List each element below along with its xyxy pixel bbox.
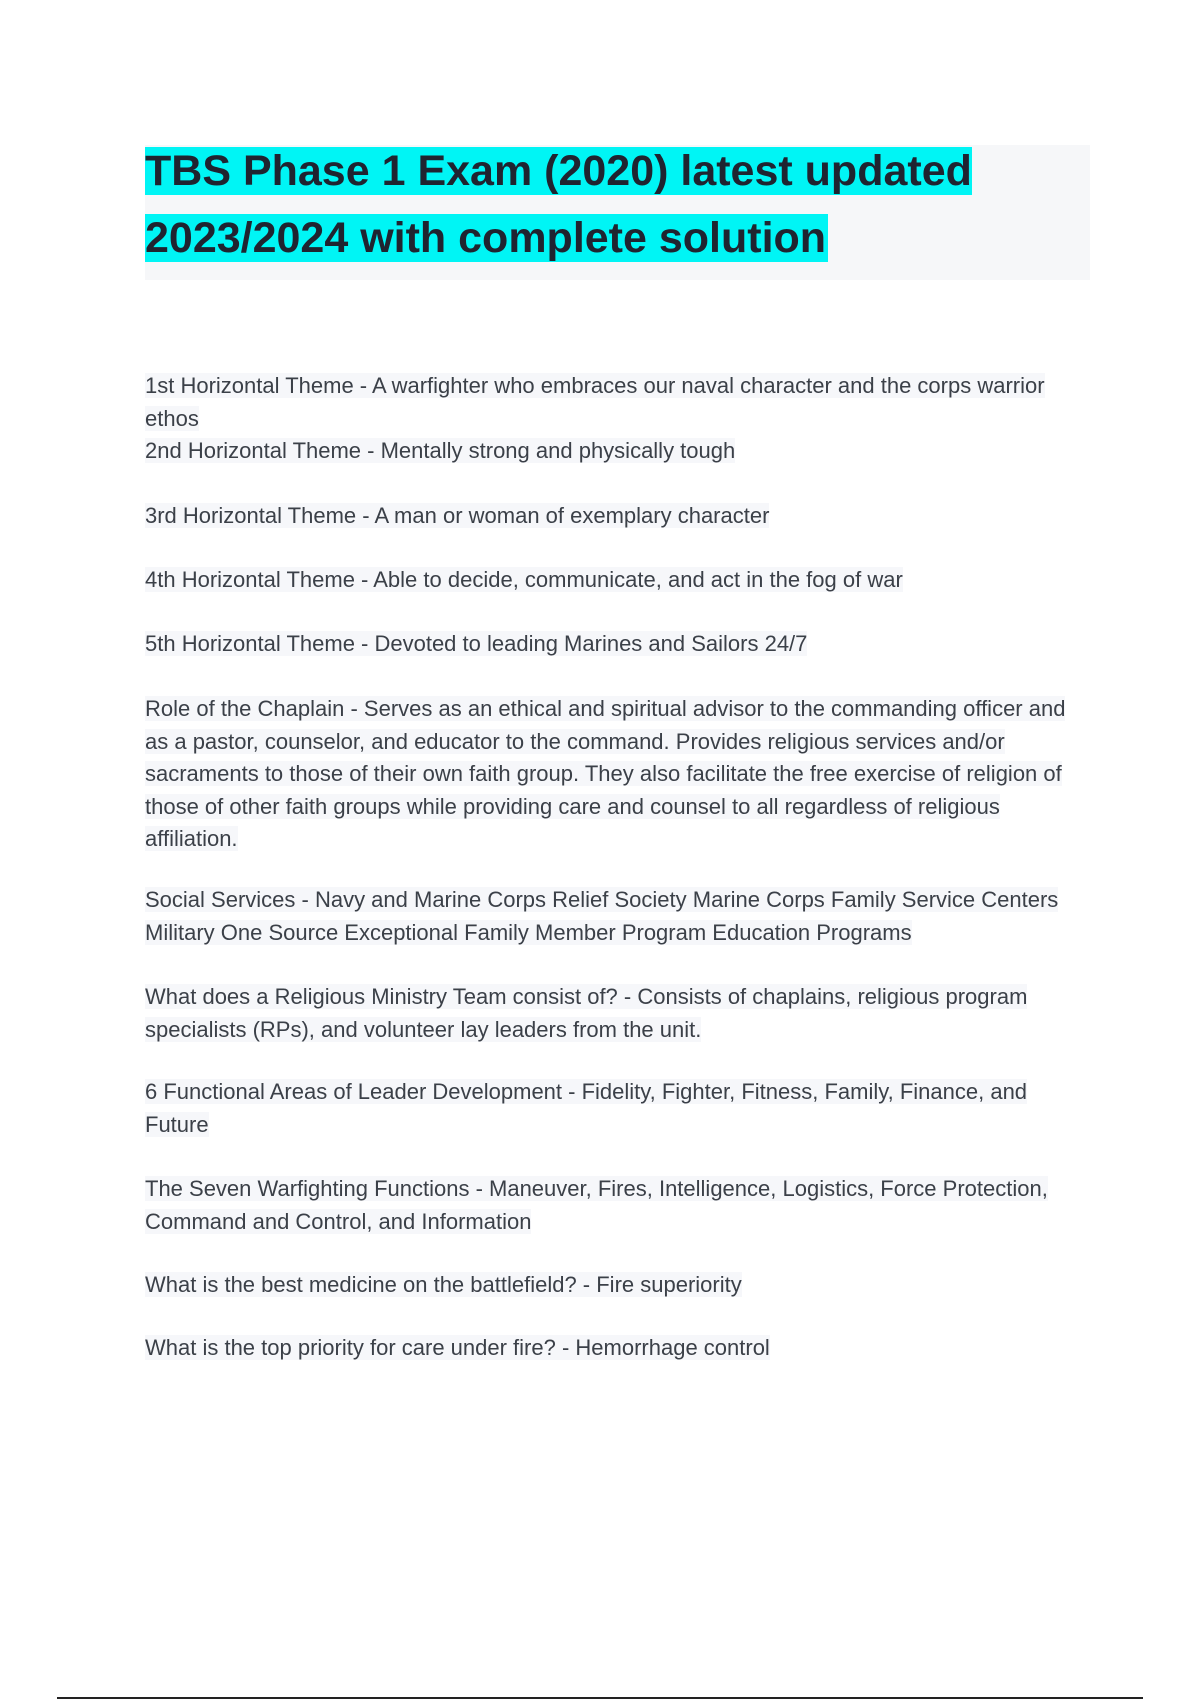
- flashcard-list: [145, 370, 1085, 1396]
- document-title: [145, 138, 1045, 272]
- flashcard: [145, 435, 1085, 500]
- flashcard: [145, 884, 1085, 981]
- flashcard: [145, 981, 1085, 1076]
- flashcard-text: 1st Horizontal Theme - A warfighter who embraces our naval character and the corps warrior ethos: [145, 373, 1045, 431]
- flashcard: [145, 628, 1085, 693]
- flashcard-text: What is the best medicine on the battlefield? - Fire superiority: [145, 1272, 742, 1297]
- flashcard-text: Role of the Chaplain - Serves as an ethical and spiritual advisor to the commanding officer and as a pastor, counselor, and educator to the command. Provides religious services and/or sacraments to those of their own faith group. They also facilitate the free exercise of religion of those of other faith groups while providing care and counsel to all regardless of religious affiliation.: [145, 696, 1066, 851]
- flashcard-text: 4th Horizontal Theme - Able to decide, communicate, and act in the fog of war: [145, 567, 903, 592]
- flashcard: [145, 564, 1085, 628]
- flashcard-text: What does a Religious Ministry Team consist of? - Consists of chaplains, religious program specialists (RPs), and volunteer lay leaders from the unit.: [145, 984, 1028, 1042]
- flashcard-text: Social Services - Navy and Marine Corps Relief Society Marine Corps Family Service Centers Military One Source Exceptional Family Member Program Education Programs: [145, 887, 1059, 945]
- flashcard: [145, 500, 1085, 564]
- title-highlight: TBS Phase 1 Exam (2020) latest updated 2023/2024 with complete solution: [145, 147, 972, 262]
- flashcard: [145, 1332, 1085, 1396]
- flashcard: [145, 1076, 1085, 1173]
- flashcard-text: 3rd Horizontal Theme - A man or woman of exemplary character: [145, 503, 770, 528]
- flashcard-text: 2nd Horizontal Theme - Mentally strong and physically tough: [145, 438, 736, 463]
- footer-divider: [57, 1697, 1143, 1699]
- flashcard: [145, 1173, 1085, 1269]
- flashcard-text: The Seven Warfighting Functions - Maneuver, Fires, Intelligence, Logistics, Force Protection, Command and Control, and Information: [145, 1176, 1048, 1234]
- flashcard: [145, 693, 1085, 884]
- flashcard-text: 5th Horizontal Theme - Devoted to leading Marines and Sailors 24/7: [145, 631, 808, 656]
- flashcard: [145, 370, 1085, 435]
- flashcard: [145, 1269, 1085, 1332]
- flashcard-text: What is the top priority for care under fire? - Hemorrhage control: [145, 1335, 770, 1360]
- flashcard-text: 6 Functional Areas of Leader Development - Fidelity, Fighter, Fitness, Family, Finance, and Future: [145, 1079, 1028, 1137]
